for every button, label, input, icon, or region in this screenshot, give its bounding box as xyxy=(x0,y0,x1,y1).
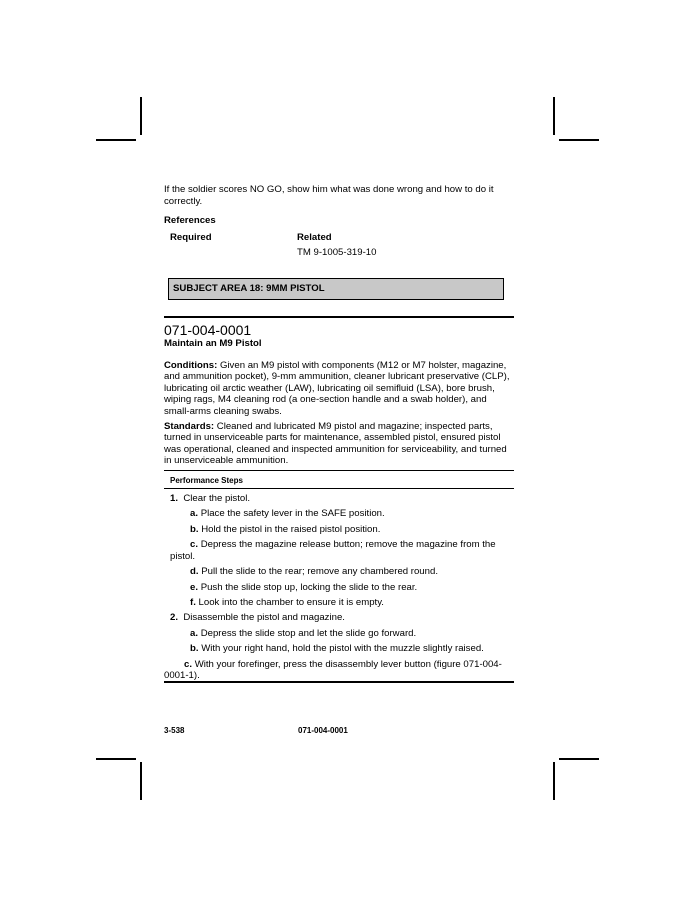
references-columns xyxy=(164,232,514,244)
conditions-text: Given an M9 pistol with components (M12 or M7 holster, magazine, and ammunition pocket), 9-mm ammunition, cleaner lubricant preservative (CLP), lubricating oil arctic weather (LAW), lubricating oil semifluid (LSA), bore brush, wiping rags, M4 cleaning rod (a one-section handle and a swab holder), and small-arms cleaning swabs. xyxy=(164,359,510,417)
references-heading: References xyxy=(164,215,216,227)
performance-steps-bottom-rule xyxy=(164,681,514,683)
crop-mark-top-left-v xyxy=(140,97,142,135)
standards-label: Standards: xyxy=(164,420,215,432)
performance-steps-top-rule xyxy=(164,470,514,471)
standards-text: Cleaned and lubricated M9 pistol and magazine; inspected parts, turned in unserviceable parts for maintenance, assembled pistol, ensured pistol was operational, cleaned and inspected ammunition for serviceability, and turned in unserviceable ammunition. xyxy=(164,420,507,467)
related-label: Related xyxy=(297,231,332,243)
top-content xyxy=(164,184,514,259)
conditions-paragraph xyxy=(164,360,514,418)
subject-area-banner: SUBJECT AREA 18: 9MM PISTOL xyxy=(168,278,504,300)
step-1b: b. Hold the pistol in the raised pistol position. xyxy=(190,523,381,535)
task-number: 071-004-0001 xyxy=(164,322,252,338)
crop-mark-bottom-right-v xyxy=(553,762,555,800)
step-2b: b. With your right hand, hold the pistol with the muzzle slightly raised. xyxy=(190,643,484,655)
step-1c: c. Depress the magazine release button; remove the magazine from the pistol. xyxy=(170,539,496,562)
step-1e: e. Push the slide stop up, locking the slide to the rear. xyxy=(190,581,418,593)
step-1d: d. Pull the slide to the rear; remove any chambered round. xyxy=(190,566,438,578)
crop-mark-bottom-left-v xyxy=(140,762,142,800)
step-2 xyxy=(170,612,514,624)
related-item: TM 9-1005-319-10 xyxy=(297,247,377,259)
intro-paragraph: If the soldier scores NO GO, show him what was done wrong and how to do it correctly. xyxy=(164,184,494,207)
standards-paragraph xyxy=(164,421,514,467)
performance-steps-list xyxy=(164,493,514,685)
step-text: Clear the pistol. xyxy=(183,493,251,504)
required-label: Required xyxy=(170,231,212,243)
performance-steps-header-rule xyxy=(164,488,514,489)
conditions-label: Conditions: xyxy=(164,359,218,371)
footer-page-number: 3-538 xyxy=(164,726,185,735)
step-2c: c. With your forefinger, press the disassembly lever button (figure 071-004-0001-1). xyxy=(164,658,502,682)
crop-mark-bottom-left-h xyxy=(96,758,136,760)
step-number: 2. xyxy=(170,612,179,624)
crop-mark-top-left-h xyxy=(96,139,136,141)
step-text: Disassemble the pistol and magazine. xyxy=(183,612,345,624)
step-1 xyxy=(170,493,514,505)
references-row xyxy=(164,247,514,259)
footer-task-number: 071-004-0001 xyxy=(298,726,348,735)
step-number: 1. xyxy=(170,493,179,504)
task-block xyxy=(164,322,514,470)
required-empty xyxy=(164,247,297,259)
crop-mark-top-right-v xyxy=(553,97,555,135)
crop-mark-bottom-right-h xyxy=(559,758,599,760)
task-title: Maintain an M9 Pistol xyxy=(164,338,262,349)
crop-mark-top-right-h xyxy=(559,139,599,141)
step-1a: a. Place the safety lever in the SAFE position. xyxy=(190,508,385,520)
task-top-rule xyxy=(164,316,514,318)
step-1f: f. Look into the chamber to ensure it is empty. xyxy=(190,596,384,608)
step-2a: a. Depress the slide stop and let the slide go forward. xyxy=(190,627,417,639)
performance-steps-heading: Performance Steps xyxy=(170,476,243,485)
